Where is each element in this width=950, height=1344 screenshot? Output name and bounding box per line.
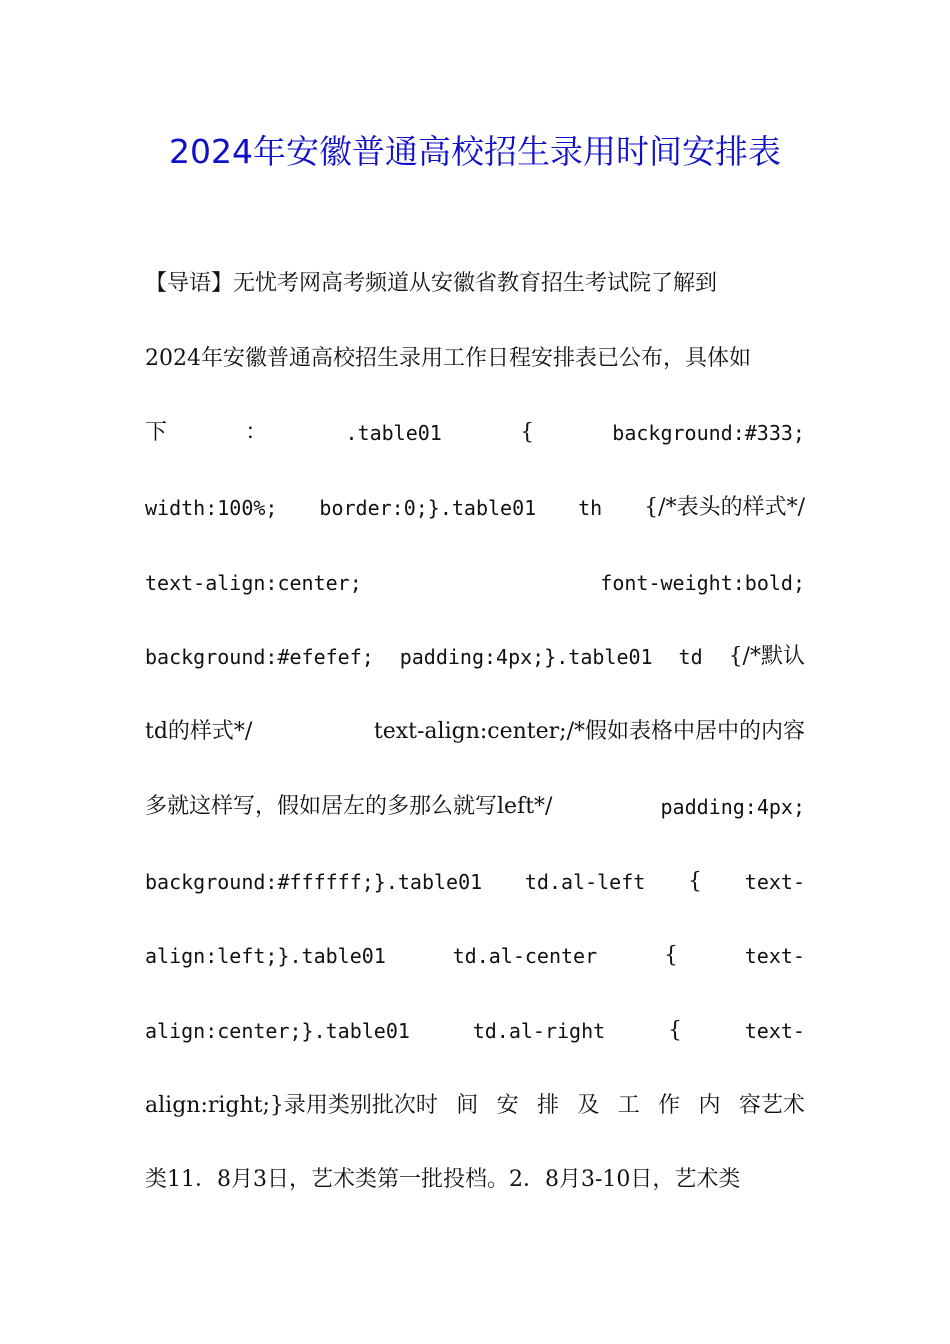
- text-line: [145, 488, 805, 563]
- text-line: [145, 563, 805, 638]
- text-line: [145, 862, 805, 937]
- text-segment: align:right;}录用类别批次时: [145, 1092, 438, 1118]
- text-segment: {/*默认: [728, 644, 805, 670]
- text-segment: 容艺术: [738, 1092, 805, 1118]
- text-line: [145, 1160, 805, 1235]
- text-segment: td的样式*/: [145, 719, 253, 745]
- text-segment: align:center;}.table01: [145, 1018, 410, 1043]
- text-line: [145, 339, 805, 414]
- text-segment: td.al-right: [472, 1018, 606, 1043]
- text-segment: text-: [744, 944, 805, 969]
- text-segment: {: [688, 868, 703, 894]
- text-line: [145, 1086, 805, 1161]
- text-line: [145, 936, 805, 1011]
- text-segment: 2024年安徽普通高校招生录用工作日程安排表已公布，具体如: [145, 345, 751, 371]
- document-title: 2024年安徽普通高校招生录用时间安排表: [169, 132, 781, 171]
- text-segment: {: [667, 1017, 682, 1043]
- text-segment: td.al-center: [452, 944, 598, 969]
- text-segment: td: [678, 645, 703, 670]
- text-segment: {: [520, 420, 535, 446]
- text-segment: td.al-left: [524, 869, 646, 894]
- text-line: [145, 1011, 805, 1086]
- text-segment: padding:4px;: [660, 794, 805, 819]
- text-segment: 作: [658, 1092, 681, 1118]
- text-segment: 间: [456, 1092, 479, 1118]
- text-segment: background:#ffffff;}.table01: [145, 869, 483, 894]
- text-segment: font-weight:bold;: [600, 570, 805, 595]
- text-segment: 安: [496, 1092, 519, 1118]
- text-segment: text-: [744, 1018, 805, 1043]
- text-segment: {: [663, 943, 678, 969]
- document-body: [145, 264, 805, 1235]
- text-segment: width:100%;: [145, 496, 278, 521]
- text-segment: align:left;}.table01: [145, 944, 386, 969]
- text-line: [145, 637, 805, 712]
- text-segment: 工: [617, 1092, 640, 1118]
- text-segment: ：: [245, 420, 268, 446]
- text-segment: text-: [744, 869, 805, 894]
- text-segment: text-align:center;: [145, 570, 362, 595]
- text-segment: {/*表头的样式*/: [644, 495, 805, 521]
- text-segment: .table01: [345, 421, 442, 446]
- text-line: [145, 712, 805, 787]
- text-line: [145, 413, 805, 488]
- text-segment: 类11．8月3日，艺术类第一批投档。2．8月3-10日，艺术类: [145, 1167, 741, 1193]
- text-segment: background:#efefef;: [145, 645, 374, 670]
- text-segment: th: [578, 496, 603, 521]
- text-segment: 及: [577, 1092, 600, 1118]
- text-segment: 多就这样写，假如居左的多那么就写left*/: [145, 793, 553, 819]
- text-segment: padding:4px;}.table01: [399, 645, 653, 670]
- text-segment: text-align:center;/*假如表格中居中的内容: [373, 719, 805, 745]
- text-segment: background:#333;: [612, 421, 805, 446]
- text-line: [145, 264, 805, 339]
- text-line: [145, 787, 805, 862]
- text-segment: border:0;}.table01: [319, 496, 537, 521]
- text-segment: 【导语】无忧考网高考频道从安徽省教育招生考试院了解到: [145, 271, 718, 296]
- text-segment: 排: [537, 1092, 560, 1118]
- text-segment: 内: [698, 1092, 721, 1118]
- text-segment: 下: [145, 420, 168, 446]
